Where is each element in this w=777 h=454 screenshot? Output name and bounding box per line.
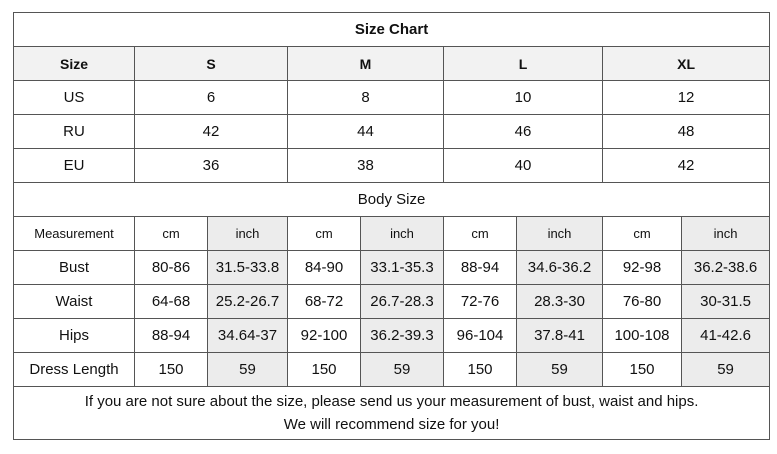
measurement-label: Hips [14, 319, 135, 353]
measurement-cell: 34.6-36.2 [517, 251, 603, 285]
measurement-cell: 41-42.6 [682, 319, 770, 353]
measurement-cell: 26.7-28.3 [361, 285, 444, 319]
chart-title: Size Chart [14, 13, 770, 47]
unit-header: cm [603, 217, 682, 251]
measurement-cell: 25.2-26.7 [208, 285, 288, 319]
measurement-cell: 36.2-39.3 [361, 319, 444, 353]
measurement-cell: 150 [603, 353, 682, 387]
size-header-m: M [288, 47, 444, 81]
size-cell: 40 [444, 149, 603, 183]
size-header-l: L [444, 47, 603, 81]
measurement-cell: 34.64-37 [208, 319, 288, 353]
measurement-cell: 33.1-35.3 [361, 251, 444, 285]
size-row-label: US [14, 81, 135, 115]
note-line-1: If you are not sure about the size, please send us your measurement of bust, waist and hips. [84, 393, 699, 410]
measurement-header-row [14, 217, 770, 251]
measurement-row-dress-length [14, 353, 770, 387]
size-cell: 44 [288, 115, 444, 149]
measurement-cell: 92-100 [288, 319, 361, 353]
measurement-cell: 28.3-30 [517, 285, 603, 319]
size-header-row [14, 47, 770, 81]
size-cell: 12 [603, 81, 770, 115]
size-cell: 36 [135, 149, 288, 183]
measurement-cell: 96-104 [444, 319, 517, 353]
measurement-cell: 150 [444, 353, 517, 387]
size-row-us [14, 81, 770, 115]
measurement-cell: 76-80 [603, 285, 682, 319]
unit-header: cm [288, 217, 361, 251]
measurement-cell: 88-94 [444, 251, 517, 285]
size-cell: 42 [135, 115, 288, 149]
measurement-cell: 59 [682, 353, 770, 387]
measurement-cell: 68-72 [288, 285, 361, 319]
measurement-cell: 64-68 [135, 285, 208, 319]
measurement-cell: 150 [288, 353, 361, 387]
unit-header: inch [517, 217, 603, 251]
size-cell: 8 [288, 81, 444, 115]
size-cell: 10 [444, 81, 603, 115]
body-size-title: Body Size [14, 183, 770, 217]
measurement-row-waist [14, 285, 770, 319]
size-header-label: Size [14, 47, 135, 81]
measurement-row-bust [14, 251, 770, 285]
measurement-cell: 80-86 [135, 251, 208, 285]
measurement-cell: 88-94 [135, 319, 208, 353]
size-header-s: S [135, 47, 288, 81]
measurement-label: Waist [14, 285, 135, 319]
measurement-label: Dress Length [14, 353, 135, 387]
unit-header: inch [361, 217, 444, 251]
size-cell: 46 [444, 115, 603, 149]
measurement-cell: 72-76 [444, 285, 517, 319]
measurement-header-label: Measurement [14, 217, 135, 251]
size-cell: 48 [603, 115, 770, 149]
measurement-cell: 150 [135, 353, 208, 387]
measurement-row-hips [14, 319, 770, 353]
unit-header: cm [135, 217, 208, 251]
measurement-cell: 37.8-41 [517, 319, 603, 353]
measurement-cell: 59 [208, 353, 288, 387]
size-row-label: RU [14, 115, 135, 149]
measurement-cell: 84-90 [288, 251, 361, 285]
unit-header: cm [444, 217, 517, 251]
size-row-eu [14, 149, 770, 183]
size-cell: 38 [288, 149, 444, 183]
unit-header: inch [208, 217, 288, 251]
measurement-cell: 31.5-33.8 [208, 251, 288, 285]
size-row-ru [14, 115, 770, 149]
measurement-cell: 100-108 [603, 319, 682, 353]
unit-header: inch [682, 217, 770, 251]
measurement-cell: 36.2-38.6 [682, 251, 770, 285]
size-cell: 42 [603, 149, 770, 183]
note-line-2: We will recommend size for you! [283, 416, 500, 433]
measurement-cell: 59 [361, 353, 444, 387]
measurement-cell: 30-31.5 [682, 285, 770, 319]
size-chart-table [13, 12, 770, 440]
measurement-cell: 92-98 [603, 251, 682, 285]
size-cell: 6 [135, 81, 288, 115]
measurement-label: Bust [14, 251, 135, 285]
measurement-cell: 59 [517, 353, 603, 387]
size-advice-note [14, 387, 770, 440]
size-header-xl: XL [603, 47, 770, 81]
size-row-label: EU [14, 149, 135, 183]
